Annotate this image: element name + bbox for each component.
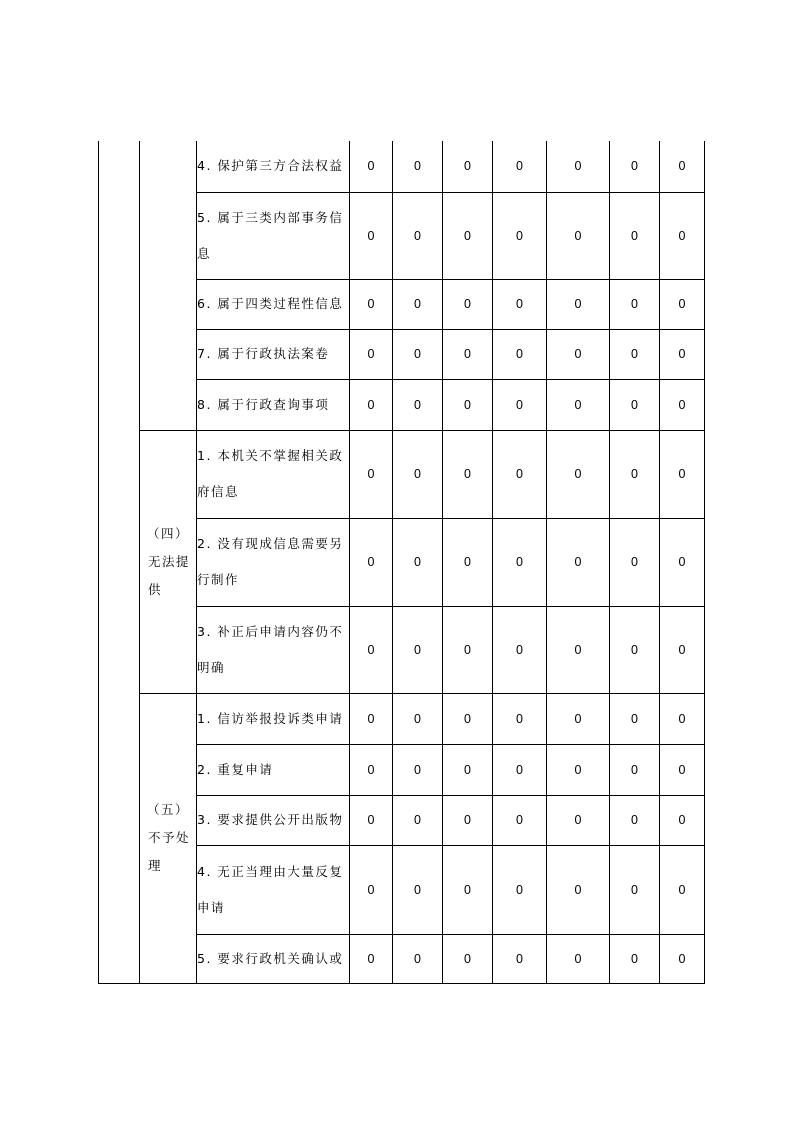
count-cell: 0 [493,192,547,279]
count-cell: 0 [350,795,393,845]
count-cell: 0 [660,379,705,430]
disclosure-statistics-table [98,141,705,984]
item-label: 4. 无正当理由大量反复申请 [197,845,350,934]
category-title: 无法提供 [148,553,191,597]
count-cell: 0 [493,845,547,934]
count-cell: 0 [610,934,660,983]
item-label: 1. 信访举报投诉类申请 [197,693,350,744]
category-index: （五） [146,802,189,817]
category-cell [140,693,197,983]
count-cell: 0 [350,845,393,934]
count-cell: 0 [443,693,493,744]
count-cell: 0 [547,430,610,518]
count-cell: 0 [393,606,443,693]
count-cell: 0 [610,141,660,192]
count-cell: 0 [660,141,705,192]
count-cell: 0 [493,795,547,845]
count-cell: 0 [610,192,660,279]
count-cell: 0 [350,141,393,192]
count-cell: 0 [350,192,393,279]
count-cell: 0 [660,192,705,279]
count-cell: 0 [443,329,493,379]
count-cell: 0 [547,329,610,379]
count-cell: 0 [660,430,705,518]
item-label: 5. 属于三类内部事务信息 [197,192,350,279]
count-cell: 0 [393,934,443,983]
count-cell: 0 [547,606,610,693]
count-cell: 0 [443,845,493,934]
count-cell: 0 [443,795,493,845]
count-cell: 0 [660,518,705,606]
count-cell: 0 [350,329,393,379]
count-cell: 0 [493,141,547,192]
count-cell: 0 [660,934,705,983]
category-cell [140,430,197,693]
count-cell: 0 [350,430,393,518]
count-cell: 0 [547,379,610,430]
table-body [99,141,705,983]
item-label: 4. 保护第三方合法权益 [197,141,350,192]
count-cell: 0 [660,606,705,693]
count-cell: 0 [393,329,443,379]
item-label: 7. 属于行政执法案卷 [197,329,350,379]
count-cell: 0 [350,744,393,795]
count-cell: 0 [547,693,610,744]
count-cell: 0 [393,141,443,192]
count-cell: 0 [610,329,660,379]
count-cell: 0 [610,744,660,795]
count-cell: 0 [660,744,705,795]
count-cell: 0 [660,795,705,845]
count-cell: 0 [443,279,493,329]
count-cell: 0 [393,744,443,795]
count-cell: 0 [547,744,610,795]
item-label: 1. 本机关不掌握相关政府信息 [197,430,350,518]
count-cell: 0 [610,518,660,606]
count-cell: 0 [350,934,393,983]
outer-category-cell [99,141,140,983]
count-cell: 0 [393,379,443,430]
count-cell: 0 [610,279,660,329]
count-cell: 0 [393,518,443,606]
count-cell: 0 [493,379,547,430]
count-cell: 0 [547,934,610,983]
count-cell: 0 [443,744,493,795]
count-cell: 0 [610,693,660,744]
count-cell: 0 [610,606,660,693]
count-cell: 0 [393,430,443,518]
count-cell: 0 [443,430,493,518]
count-cell: 0 [610,795,660,845]
count-cell: 0 [493,430,547,518]
count-cell: 0 [393,693,443,744]
category-index: （四） [146,525,189,541]
table-row [99,693,705,744]
count-cell: 0 [547,279,610,329]
count-cell: 0 [610,430,660,518]
count-cell: 0 [350,379,393,430]
count-cell: 0 [393,845,443,934]
item-label: 8. 属于行政查询事项 [197,379,350,430]
count-cell: 0 [547,518,610,606]
category-cell [140,141,197,430]
count-cell: 0 [443,518,493,606]
count-cell: 0 [493,606,547,693]
count-cell: 0 [610,845,660,934]
count-cell: 0 [350,279,393,329]
count-cell: 0 [350,518,393,606]
count-cell: 0 [393,795,443,845]
count-cell: 0 [350,606,393,693]
item-label: 2. 没有现成信息需要另行制作 [197,518,350,606]
count-cell: 0 [660,693,705,744]
count-cell: 0 [493,329,547,379]
count-cell: 0 [660,329,705,379]
count-cell: 0 [547,845,610,934]
count-cell: 0 [660,845,705,934]
count-cell: 0 [493,279,547,329]
category-title: 不予处理 [148,830,191,873]
count-cell: 0 [493,518,547,606]
item-label: 5. 要求行政机关确认或 [197,934,350,983]
count-cell: 0 [547,795,610,845]
item-label: 2. 重复申请 [197,744,350,795]
item-label: 3. 补正后申请内容仍不明确 [197,606,350,693]
count-cell: 0 [493,693,547,744]
count-cell: 0 [547,141,610,192]
count-cell: 0 [350,693,393,744]
item-label: 3. 要求提供公开出版物 [197,795,350,845]
count-cell: 0 [493,744,547,795]
count-cell: 0 [443,934,493,983]
count-cell: 0 [493,934,547,983]
table-row [99,430,705,518]
count-cell: 0 [610,379,660,430]
count-cell: 0 [443,606,493,693]
item-label: 6. 属于四类过程性信息 [197,279,350,329]
table-row [99,141,705,192]
count-cell: 0 [443,192,493,279]
count-cell: 0 [660,279,705,329]
count-cell: 0 [443,141,493,192]
count-cell: 0 [393,192,443,279]
count-cell: 0 [393,279,443,329]
count-cell: 0 [443,379,493,430]
count-cell: 0 [547,192,610,279]
